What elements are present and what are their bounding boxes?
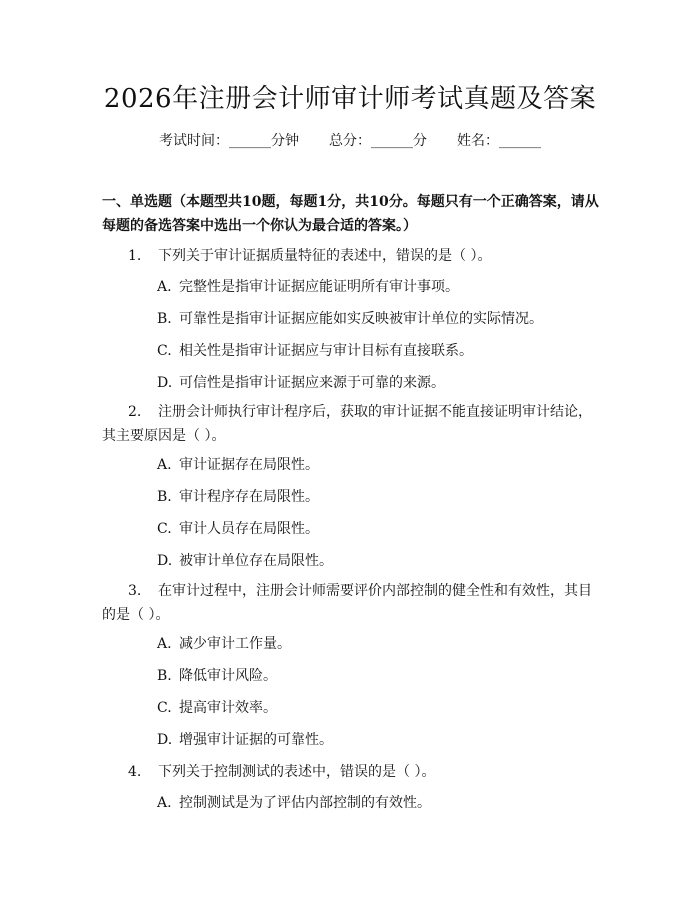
question-2-number: 2. [128,404,142,420]
option-text: 审计证据存在局限性。 [179,457,319,473]
option-text: 提高审计效率。 [179,700,277,716]
option-text: 降低审计风险。 [179,668,277,684]
question-3-option-b [157,665,602,687]
question-1-option-a [157,276,602,298]
question-1-option-c [157,340,602,362]
question-3-option-d [157,729,602,751]
question-1-text: 下列关于审计证据质量特征的表述中，错误的是（ ）。 [158,248,492,264]
exam-info-line [0,130,700,152]
question-2-option-b [157,486,602,508]
option-text: 增强审计证据的可靠性。 [179,732,333,748]
question-3-option-a [157,633,602,655]
option-text: 审计程序存在局限性。 [179,489,319,505]
option-letter: D. [157,553,173,569]
question-2-option-c [157,518,602,540]
question-1-number: 1. [128,248,142,264]
option-letter: D. [157,732,173,748]
question-2-option-a [157,454,602,476]
question-1-option-b [157,308,602,330]
question-3-option-c [157,697,602,719]
document-title: 2026年注册会计师审计师考试真题及答案 [103,84,597,114]
option-text: 可靠性是指审计证据应能如实反映被审计单位的实际情况。 [179,311,543,327]
option-letter: C. [157,700,172,716]
question-4-text: 下列关于控制测试的表述中，错误的是（ ）。 [158,764,436,780]
option-letter: C. [157,343,172,359]
question-3-stem [102,579,602,627]
exam-time-label: 考试时间：______分钟 [159,133,299,149]
question-3-number: 3. [128,583,142,599]
option-text: 审计人员存在局限性。 [179,521,319,537]
option-letter: B. [157,311,172,327]
section-heading: 一、单选题（本题型共10题，每题1分，共10分。每题只有一个正确答案，请从每题的备选答案中选出一个你认为最合适的答案。） [102,194,599,234]
question-4-stem [102,760,602,784]
option-letter: A. [157,279,172,295]
question-2-text: 注册会计师执行审计程序后，获取的审计证据不能直接证明审计结论，其主要原因是（ ）。 [102,404,592,444]
total-score-label: 总分：______分 [329,133,427,149]
question-1-stem [102,244,602,268]
question-3-text: 在审计过程中，注册会计师需要评价内部控制的健全性和有效性，其目的是（ ）。 [102,583,592,623]
option-letter: D. [157,375,173,391]
option-letter: A. [157,457,172,473]
question-2-stem [102,400,602,448]
option-letter: A. [157,795,172,811]
candidate-name-label: 姓名：______ [457,133,541,149]
option-text: 控制测试是为了评估内部控制的有效性。 [179,795,431,811]
question-2-option-d [157,550,602,572]
option-text: 可信性是指审计证据应来源于可靠的来源。 [179,375,445,391]
option-text: 完整性是指审计证据应能证明所有审计事项。 [179,279,459,295]
question-4-option-a [157,792,602,814]
option-text: 相关性是指审计证据应与审计目标有直接联系。 [179,343,473,359]
question-1-option-d [157,372,602,394]
option-text: 被审计单位存在局限性。 [179,553,333,569]
option-letter: A. [157,636,172,652]
option-letter: B. [157,668,172,684]
option-letter: B. [157,489,172,505]
question-4-number: 4. [128,764,142,780]
option-text: 减少审计工作量。 [179,636,291,652]
option-letter: C. [157,521,172,537]
